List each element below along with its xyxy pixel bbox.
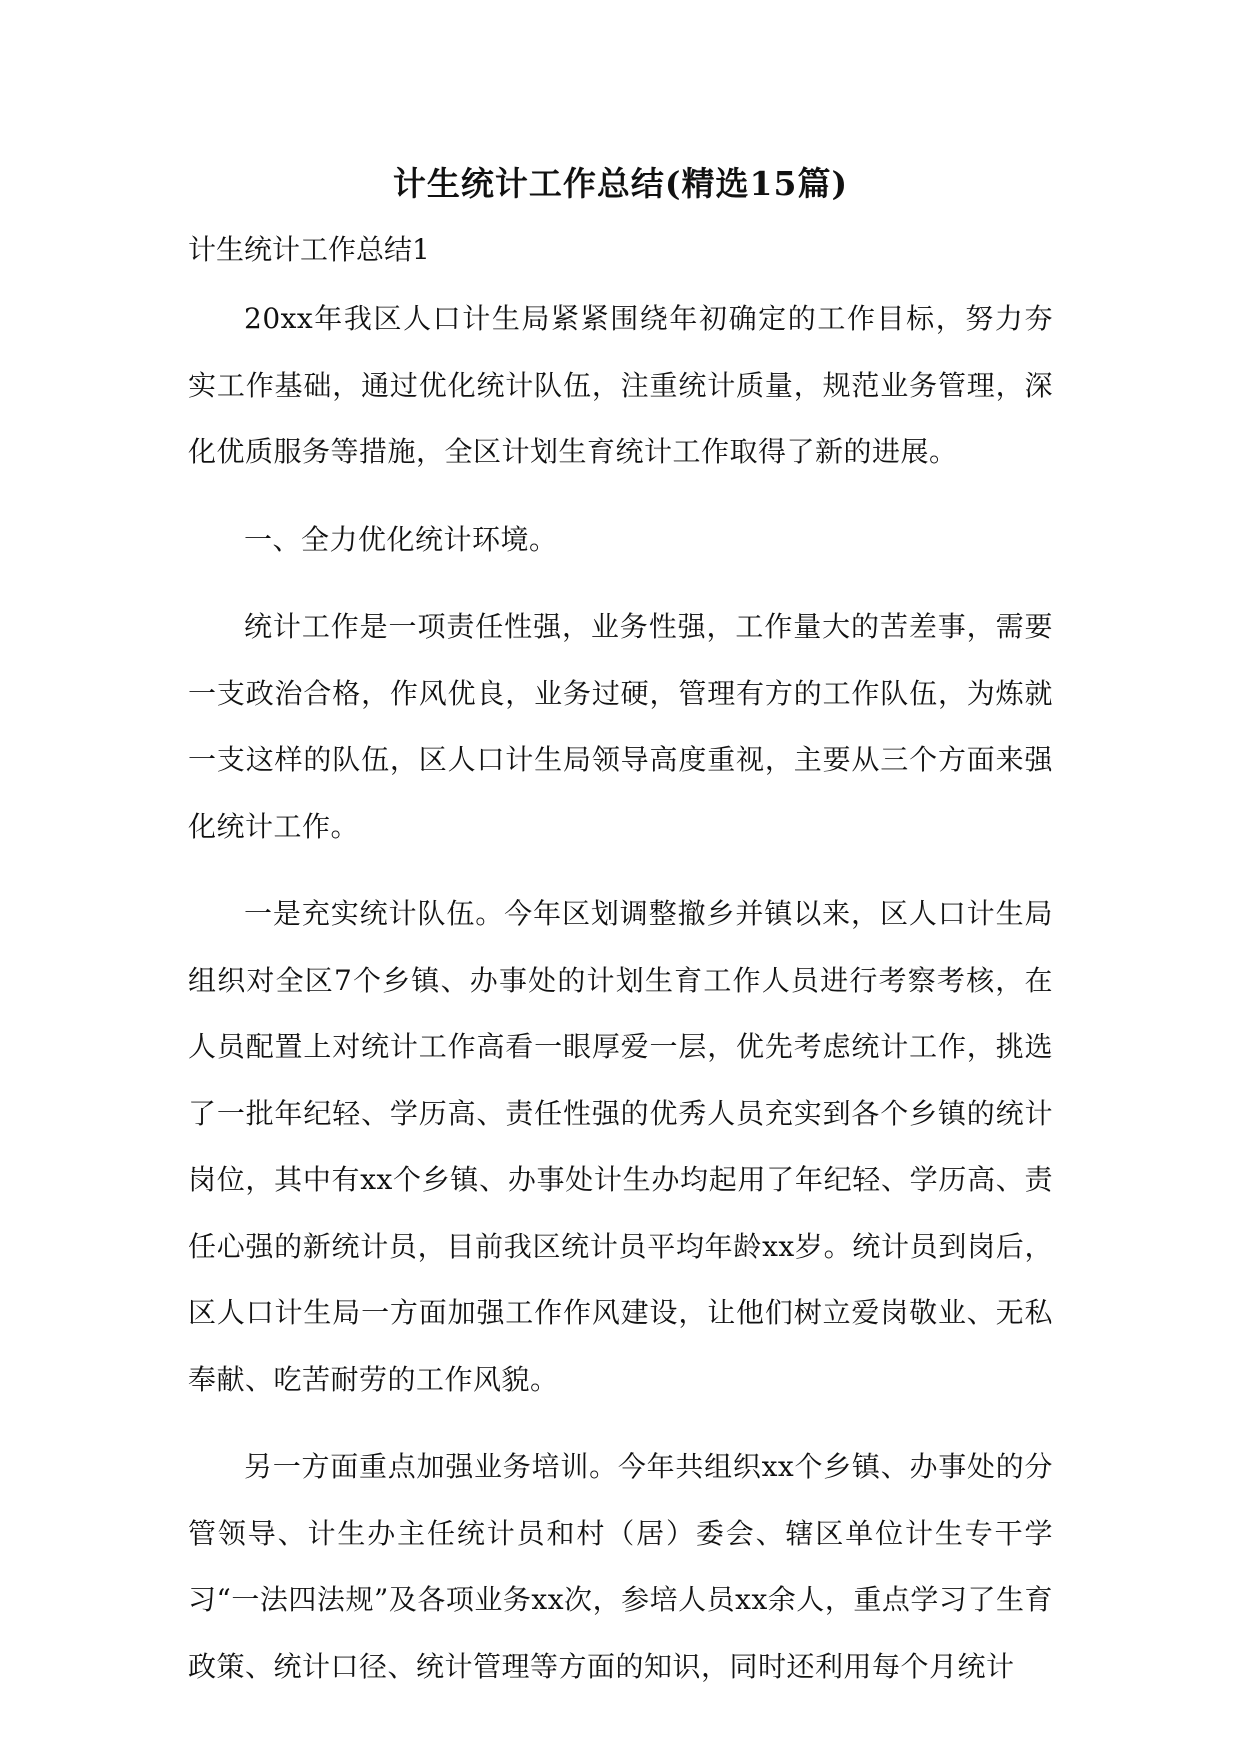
paragraph-statistics-work: 统计工作是一项责任性强，业务性强，工作量大的苦差事，需要一支政治合格，作风优良，业务过硬，管理有方的工作队伍，为炼就一支这样的队伍，区人口计生局领导高度重视，主要从三个方面来强化统计工作。 bbox=[188, 610, 1053, 843]
paragraph-intro: 20xx年我区人口计生局紧紧围绕年初确定的工作目标，努力夯实工作基础，通过优化统计队伍，注重统计质量，规范业务管理，深化优质服务等措施，全区计划生育统计工作取得了新的进展。 bbox=[188, 302, 1053, 468]
paragraph-training: 另一方面重点加强业务培训。今年共组织xx个乡镇、办事处的分管领导、计生办主任统计员和村（居）委会、辖区单位计生专干学习“一法四法规”及各项业务xx次，参培人员xx余人，重点学习了生育政策、统计口径、统计管理等方面的知识，同时还利用每个月统计 bbox=[188, 1450, 1053, 1683]
paragraph-team: 一是充实统计队伍。今年区划调整撤乡并镇以来，区人口计生局组织对全区7个乡镇、办事处的计划生育工作人员进行考察考核，在人员配置上对统计工作高看一眼厚爱一层，优先考虑统计工作，挑选了一批年纪轻、学历高、责任性强的优秀人员充实到各个乡镇的统计岗位，其中有xx个乡镇、办事处计生办均起用了年纪轻、学历高、责任心强的新统计员，目前我区统计员平均年龄xx岁。统计员到岗后，区人口计生局一方面加强工作作风建设，让他们树立爱岗敬业、无私奉献、吃苦耐劳的工作风貌。 bbox=[188, 897, 1053, 1396]
paragraph-heading-1: 一、全力优化统计环境。 bbox=[244, 522, 558, 556]
document-title: 计生统计工作总结(精选15篇) bbox=[392, 164, 849, 203]
document-page bbox=[188, 0, 1053, 1754]
section-subtitle: 计生统计工作总结1 bbox=[188, 233, 430, 266]
document-body bbox=[188, 286, 1053, 1721]
